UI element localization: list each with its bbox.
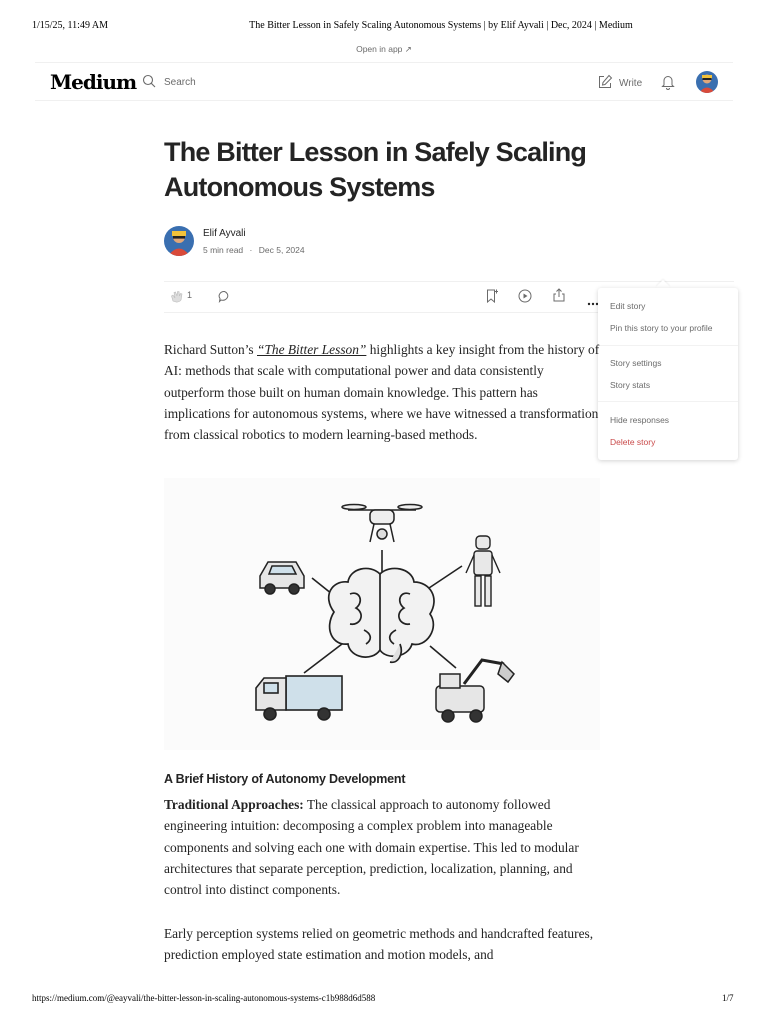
intro-paragraph xyxy=(164,339,604,445)
write-label: Write xyxy=(619,77,643,89)
menu-divider xyxy=(598,345,738,346)
search-input[interactable]: Search xyxy=(164,77,196,88)
clap-count: 1 xyxy=(187,290,193,300)
read-time: 5 min read xyxy=(203,245,244,255)
print-datetime: 1/15/25, 11:49 AM xyxy=(32,20,109,31)
search-icon xyxy=(142,74,156,91)
section-heading: A Brief History of Autonomy Development xyxy=(164,772,406,786)
medium-logo[interactable]: Medium xyxy=(50,70,137,94)
search-bar[interactable] xyxy=(142,74,196,91)
menu-item-edit-story[interactable]: Edit story xyxy=(610,301,646,311)
print-doc-title: The Bitter Lesson in Safely Scaling Autonomous Systems | by Elif Ayvali | Dec, 2024 | Medium xyxy=(249,20,633,31)
bitter-lesson-link[interactable]: “The Bitter Lesson” xyxy=(257,342,367,357)
menu-item-story-stats[interactable]: Story stats xyxy=(610,380,651,390)
bookmark-icon[interactable] xyxy=(486,289,498,308)
publish-date: Dec 5, 2024 xyxy=(258,245,305,255)
meta-separator: · xyxy=(249,245,253,255)
divider xyxy=(35,62,733,63)
menu-item-hide-responses[interactable]: Hide responses xyxy=(610,415,670,425)
truck-icon xyxy=(256,676,342,720)
menu-item-delete-story[interactable]: Delete story xyxy=(610,437,656,447)
story-options-menu xyxy=(598,288,738,460)
divider xyxy=(164,281,734,282)
menu-item-pin-story[interactable]: Pin this story to your profile xyxy=(610,323,713,333)
intro-text-post: highlights a key insight from the history of AI: methods that scale with computational power and data consistently outperform those built on human domain knowledge. This pattern has implications for autonomous systems, where we have witnessed a transformation from classical robotics to modern learning-based methods. xyxy=(164,342,600,443)
intro-text-pre: Richard Sutton’s xyxy=(164,342,257,357)
write-icon xyxy=(598,74,613,92)
comment-icon[interactable] xyxy=(218,290,231,308)
divider xyxy=(35,100,733,101)
share-icon[interactable] xyxy=(552,288,566,307)
author-name-link[interactable]: Elif Ayvali xyxy=(203,228,246,239)
write-button[interactable] xyxy=(598,74,642,92)
paragraph-lead-bold: Traditional Approaches: xyxy=(164,797,304,812)
brain-icon xyxy=(329,568,434,662)
car-icon xyxy=(260,562,304,594)
menu-divider xyxy=(598,401,738,402)
early-perception-paragraph: Early perception systems relied on geometric methods and handcrafted features, prediction employed state estimation and motion models, and xyxy=(164,926,594,963)
article-title: The Bitter Lesson in Safely Scaling Autonomous Systems xyxy=(164,137,587,202)
open-in-app-link[interactable]: Open in app ↗ xyxy=(356,44,412,54)
menu-item-story-settings[interactable]: Story settings xyxy=(610,358,662,368)
user-avatar[interactable] xyxy=(696,71,718,93)
notifications-bell-icon[interactable] xyxy=(661,74,675,95)
article-meta xyxy=(203,245,305,255)
traditional-approaches-paragraph xyxy=(164,794,604,900)
print-footer-url: https://medium.com/@eayvali/the-bitter-lesson-in-scaling-autonomous-systems-c1b988d6d588 xyxy=(32,993,376,1003)
print-page-number: 1/7 xyxy=(722,993,734,1003)
drone-icon xyxy=(342,505,422,543)
clap-icon[interactable] xyxy=(170,289,184,308)
excavator-icon xyxy=(436,660,514,722)
author-avatar[interactable] xyxy=(164,226,194,256)
humanoid-robot-icon xyxy=(466,536,500,606)
listen-play-icon[interactable] xyxy=(518,289,532,308)
paragraph-body: The classical approach to autonomy followed engineering intuition: decomposing a complex problem into manageable components and solving each one with domain expertise. This led to modular architectures that separate perception, prediction, localization, planning, and control into distinct components. xyxy=(164,797,579,898)
article-illustration xyxy=(164,478,600,750)
